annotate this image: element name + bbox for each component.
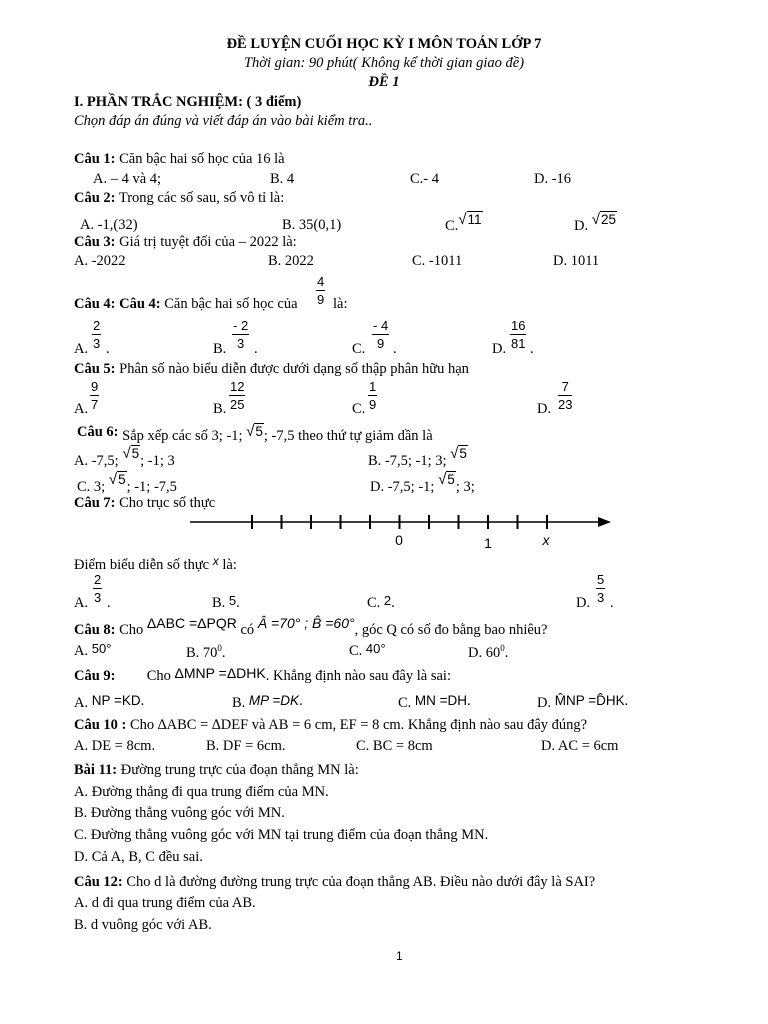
q3-option-d: D. 1011 bbox=[553, 253, 600, 269]
q4-option-c-fraction: $\frac{- 4}{9}$ bbox=[373, 318, 389, 351]
sqrt-symbol: √5 bbox=[108, 471, 126, 488]
q5-option-b-fraction: $\frac{12}{25}$ bbox=[230, 379, 245, 412]
q10-option-c: C. BC = 8cm bbox=[356, 738, 433, 754]
angle-values: Â =70° ; B̂ =60° bbox=[257, 615, 355, 631]
question-11 bbox=[74, 763, 359, 778]
q9-option-a: A. NP =KD. bbox=[74, 693, 145, 711]
section-heading: I. PHẦN TRẮC NGHIỆM: ( 3 điểm) bbox=[74, 94, 302, 110]
q1-option-d: D. -16 bbox=[534, 171, 572, 187]
q7-option-a-label: A. bbox=[74, 595, 89, 611]
sqrt-symbol: √11 bbox=[458, 211, 482, 228]
exam-title: ĐỀ LUYỆN CUỐI HỌC KỲ I MÔN TOÁN LỚP 7 bbox=[226, 36, 542, 52]
q7-option-d-label: D. bbox=[576, 595, 591, 611]
q9-option-c: C. MN =DH. bbox=[398, 693, 471, 711]
exam-time: Thời gian: 90 phút( Không kể thời gian giao đề) bbox=[243, 55, 525, 71]
sqrt-symbol: √5 bbox=[122, 445, 140, 462]
q5-option-c-fraction: $\frac{1}{9}$ bbox=[369, 379, 377, 412]
question-label: Câu 8: bbox=[74, 622, 116, 638]
question-text: Đường trung trực của đoạn thẳng MN là: bbox=[117, 762, 359, 778]
q5-option-a-fraction: $\frac{9}{7}$ bbox=[91, 379, 99, 412]
q4-option-a-label: A. bbox=[74, 341, 89, 357]
q8-option-b: B. $70^0$. bbox=[186, 643, 226, 661]
q8-option-a: A. 50° bbox=[74, 641, 112, 659]
question-label: Câu 7: bbox=[74, 495, 116, 511]
q5-option-b-label: B. bbox=[213, 401, 227, 417]
question-text: Trong các số sau, số vô tỉ là: bbox=[118, 190, 285, 206]
question-7-prompt: Điểm biểu diễn số thực x là: bbox=[74, 554, 237, 573]
q5-option-c-label: C. bbox=[352, 401, 366, 417]
page-number: 1 bbox=[396, 949, 403, 963]
q9-option-d: D. M̂NP =D̂HK. bbox=[537, 693, 629, 711]
tick-label-x: x bbox=[542, 532, 550, 548]
q5-option-d-label: D. bbox=[537, 401, 552, 417]
question-label: Câu 10 : bbox=[74, 717, 127, 733]
question-label: Bài 11: bbox=[74, 762, 118, 778]
q4-option-d-fraction: $\frac{16}{81}$ bbox=[511, 318, 526, 351]
q11-option-b: B. Đường thẳng vuông góc với MN. bbox=[74, 805, 285, 821]
question-text: Cho trục số thực bbox=[119, 495, 216, 511]
document-page: ĐỀ LUYỆN CUỐI HỌC KỲ I MÔN TOÁN LỚP 7 Thời gian: 90 phút( Không kể thời gian giao đề) ĐỀ 1 I. PHẦN TRẮC NGHIỆM: ( 3 điểm) Chọn đáp án đúng và viết đáp án vào bài kiểm tra.. Câu 1: Căn bậc hai số học của 16 là A. – 4 và 4; B. 4 C.- 4 D. -16 Câu 2: Trong các số sau, số vô tỉ là: A. -1,(32) B. 35(0,1) C.√11 D. √25 Câu 3: Giá trị tuyệt đối của – 2022 là: A. -2022 B. 2022 C. -1011 D. 1011 Câu 4: Câu 4: Căn bậc hai số học của $\frac{4}{9}$ là: A. $\frac{2}{3}$ . B. $\frac{- 2}{3}$ . C. $\frac{- 4}{9}$ . D. $\frac{16}{81}$ . Câu 5: Phân số nào biểu diễn được dưới dạng số thập phân hữu hạn A. $\frac{9}{7}$ B. $\frac{12}{25}$ C. $\frac{1}{9}$ D. $\frac{7}{23}$ Câu 6: Sắp xếp các số 3; -1; √5; -7,5 theo thứ tự giảm dần là A. -7,5; √5; -1; 3 B. -7,5; -1; 3; √5 C. 3; √5; -1; -7,5 D. -7,5; -1; √5; 3; Câu 7: Cho trục số thực 0 1 x Điểm biểu diễn số thực x là: A. $\frac{2}{3}$ . B. 5. C. 2. D. $\frac{5}{3}$ . Câu 8: Cho ΔABC =ΔPQR có Â =70° ; B̂ =60°, góc Q có số đo bằng bao nhiêu? A. 50° B. $70^0$. C. 40° D. $60^0$. Câu 9: Cho ΔMNP =ΔDHK. Khẳng định nào sau đây là sai: A. NP =KD. B. MP =DK. C. MN =DH. D. M̂NP =D̂HK. Câu 10 : Cho ∆ABC = ∆DEF và AB = 6 cm, EF = 8 cm. Khẳng định nào sau đây đúng? A. DE = 8cm. B. DF = 6cm. C. BC = 8cm D. AC = 6cm Bài 11: Đường trung trực của đoạn thẳng MN là: A. Đường thẳng đi qua trung điểm của MN. B. Đường thẳng vuông góc với MN. C. Đường thẳng vuông góc với MN tại trung điểm của đoạn thẳng MN. D. Cả A, B, C đều sai. Câu 12: Cho d là đường đường trung trực của đoạn thẳng AB. Điều nào dưới đây là SAI? A. d đi qua trung điểm của AB. B. d vuông góc với AB. 1 bbox=[0, 0, 768, 1024]
q11-option-d: D. Cả A, B, C đều sai. bbox=[74, 849, 203, 865]
q8-option-c: C. 40° bbox=[349, 641, 386, 659]
q10-option-a: A. DE = 8cm. bbox=[74, 738, 156, 754]
q2-option-b: B. 35(0,1) bbox=[282, 217, 342, 233]
q2-option-a: A. -1,(32) bbox=[80, 217, 138, 233]
sqrt-symbol: √5 bbox=[246, 423, 263, 440]
q10-option-b: B. DF = 6cm. bbox=[206, 738, 286, 754]
q1-option-c: C.- 4 bbox=[410, 171, 439, 187]
q7-option-c: C. 2. bbox=[367, 593, 395, 611]
q4-option-c-label: C. bbox=[352, 341, 366, 357]
q4-option-d-label: D. bbox=[492, 341, 507, 357]
question-text: Giá trị tuyệt đối của – 2022 là: bbox=[119, 234, 297, 250]
q1-option-b: B. 4 bbox=[270, 171, 295, 187]
q2-option-d: D. √25 bbox=[574, 211, 616, 234]
q12-option-b: B. d vuông góc với AB. bbox=[74, 917, 212, 933]
question-6: Câu 6: Sắp xếp các số 3; -1; √5; -7,5 theo thứ tự giảm dần là bbox=[77, 423, 433, 444]
q6-option-b: B. -7,5; -1; 3; √5 bbox=[368, 445, 467, 469]
q12-option-a: A. d đi qua trung điểm của AB. bbox=[74, 895, 256, 911]
q9-option-b: B. MP =DK. bbox=[232, 693, 303, 711]
q3-option-a: A. -2022 bbox=[74, 253, 126, 269]
tick-label-zero: 0 bbox=[395, 532, 403, 548]
q6-option-c: C. 3; √5; -1; -7,5 bbox=[77, 471, 177, 495]
question-label: Câu 1: bbox=[74, 151, 116, 167]
question-text: Cho ∆ABC = ∆DEF và AB = 6 cm, EF = 8 cm. Khẳng định nào sau đây đúng? bbox=[130, 717, 588, 733]
sqrt-symbol: √25 bbox=[591, 211, 616, 228]
question-text: Căn bậc hai số học của 16 là bbox=[119, 151, 285, 167]
sqrt-symbol: √5 bbox=[438, 471, 455, 488]
question-tail: là: bbox=[333, 296, 348, 312]
q7-option-a-fraction: $\frac{2}{3}$ bbox=[94, 572, 102, 605]
q11-option-a: A. Đường thẳng đi qua trung điểm của MN. bbox=[74, 784, 329, 800]
arrow-icon bbox=[598, 517, 611, 527]
tick-label-one: 1 bbox=[484, 535, 492, 551]
question-10 bbox=[74, 718, 587, 733]
q7-option-d-fraction: $\frac{5}{3}$ bbox=[597, 572, 605, 605]
section-instruction: Chọn đáp án đúng và viết đáp án vào bài kiểm tra.. bbox=[74, 113, 373, 129]
triangle-congruence: ΔABC =ΔPQR bbox=[146, 615, 237, 631]
fraction: $\frac{4}{9}$ bbox=[317, 274, 325, 307]
q4-option-b-fraction: $\frac{- 2}{3}$ bbox=[233, 318, 249, 351]
q8-option-d: D. $60^0$. bbox=[468, 643, 509, 661]
q1-option-a: A. – 4 và 4; bbox=[93, 171, 162, 187]
question-12 bbox=[74, 875, 595, 890]
question-label: Câu 12: bbox=[74, 874, 123, 890]
triangle-congruence: ΔMNP =ΔDHK bbox=[174, 665, 266, 681]
question-label: Câu 6: bbox=[77, 424, 119, 440]
exam-code: ĐỀ 1 bbox=[368, 74, 400, 90]
question-text: Căn bậc hai số học của bbox=[164, 296, 298, 312]
question-8: Câu 8: Cho ΔABC =ΔPQR có Â =70° ; B̂ =60°, góc Q có số đo bằng bao nhiêu? bbox=[74, 615, 548, 638]
q3-option-b: B. 2022 bbox=[268, 253, 314, 269]
question-text: Cho d là đường đường trung trực của đoạn thẳng AB. Điều nào dưới đây là SAI? bbox=[126, 874, 596, 890]
q2-option-c: C.√11 bbox=[445, 211, 482, 234]
question-label: Câu 2: bbox=[74, 190, 116, 206]
sqrt-symbol: √5 bbox=[450, 445, 467, 462]
question-text: Phân số nào biểu diễn được dưới dạng số thập phân hữu hạn bbox=[119, 361, 469, 377]
q6-option-a: A. -7,5; √5; -1; 3 bbox=[74, 445, 175, 469]
question-label: Câu 4: Câu 4: bbox=[74, 296, 161, 312]
q4-option-b-label: B. bbox=[213, 341, 227, 357]
variable-x: x bbox=[212, 554, 219, 568]
q11-option-c: C. Đường thẳng vuông góc với MN tại trung điểm của đoạn thẳng MN. bbox=[74, 827, 489, 843]
q6-option-d: D. -7,5; -1; √5; 3; bbox=[370, 471, 475, 495]
question-label: Câu 3: bbox=[74, 234, 116, 250]
question-9: Câu 9: Cho ΔMNP =ΔDHK. Khẳng định nào sau đây là sai: bbox=[74, 665, 451, 684]
q5-option-d-fraction: $\frac{7}{23}$ bbox=[558, 379, 573, 412]
question-label: Câu 5: bbox=[74, 361, 116, 377]
q10-option-d: D. AC = 6cm bbox=[541, 738, 619, 754]
q7-option-b: B. 5. bbox=[212, 593, 240, 611]
question-label: Câu 9: bbox=[74, 668, 116, 684]
q5-option-a-label: A. bbox=[74, 401, 89, 417]
q3-option-c: C. -1011 bbox=[412, 253, 463, 269]
q4-option-a-fraction: $\frac{2}{3}$ bbox=[93, 318, 101, 351]
